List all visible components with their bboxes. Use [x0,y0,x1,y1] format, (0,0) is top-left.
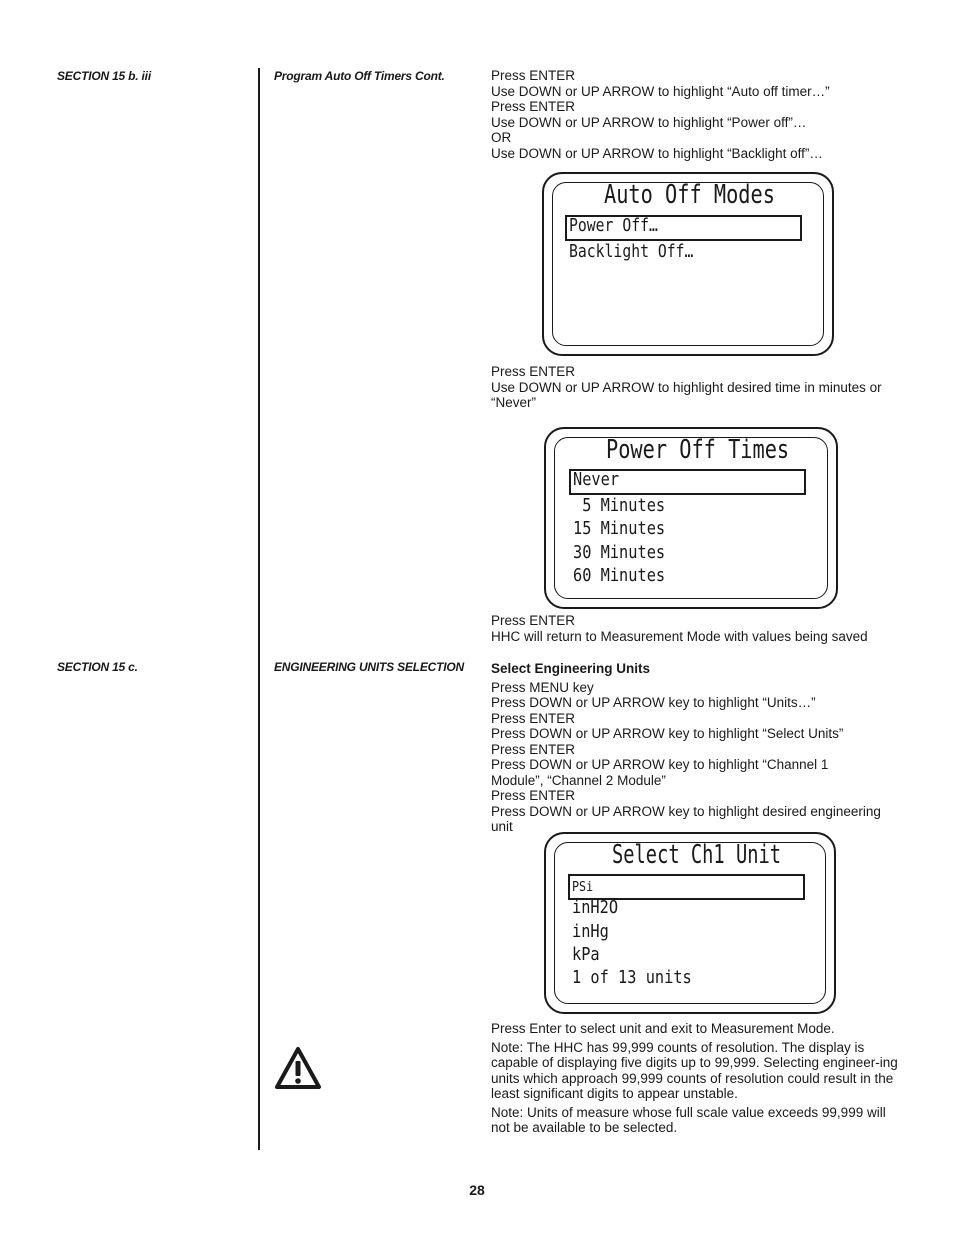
lcd-item-power-off: Power Off… [569,215,658,236]
section-label-15b-iii: SECTION 15 b. iii [57,69,151,83]
instruction-line: Press DOWN or UP ARROW key to highlight desired engineering unit [491,803,881,834]
page-number: 28 [469,1182,485,1198]
instruction-line: Press ENTER [491,741,576,757]
instruction-line: Press ENTER [491,613,576,628]
instruction-line: Press DOWN or UP ARROW key to highlight “Select Units” [491,726,844,741]
lcd-item: 15 Minutes [573,518,666,539]
lcd-select-ch1-unit [544,832,836,1014]
lcd-item: kPa [572,944,600,965]
lcd-auto-off-modes [542,172,834,356]
column-divider [258,68,260,1150]
instructions-block-2 [491,364,906,411]
instructions-block-5 [491,1021,901,1136]
lcd-item: inH2O [572,897,619,918]
lcd-item-backlight-off: Backlight Off… [569,241,694,262]
section-title-engineering-units: ENGINEERING UNITS SELECTION [274,660,464,674]
section-title-auto-off-timers: Program Auto Off Timers Cont. [274,69,445,83]
instructions-block-1 [491,68,911,161]
instruction-line: HHC will return to Measurement Mode with values being saved [491,628,868,644]
instruction-line: OR [491,130,512,145]
lcd-title: Select Ch1 Unit [612,840,782,870]
note-paragraph: Note: Units of measure whose full scale value exceeds 99,999 will not be available to be selected. [491,1104,886,1135]
instruction-line: Use DOWN or UP ARROW to highlight “Auto off timer…” [491,83,830,99]
instruction-line: Press ENTER [491,364,576,379]
note-paragraph: Note: The HHC has 99,999 counts of resolution. The display is capable of displaying five digits up to 99,999. Selecting engineer-ing units which approach 99,999 counts of resolution could result in the least significant digits to appear unstable. [491,1039,898,1101]
lcd-item: 30 Minutes [573,542,666,563]
lcd-item: Never [573,469,620,490]
warning-triangle-icon [274,1046,322,1090]
lcd-item: PSi [572,880,594,895]
instruction-line: Press ENTER [491,788,576,803]
instruction-line: Use DOWN or UP ARROW to highlight desired time in minutes or “Never” [491,379,882,410]
instruction-line: Press DOWN or UP ARROW key to highlight “Channel 1 Module”, “Channel 2 Module” [491,757,829,788]
instructions-block-4 [491,661,903,835]
instruction-line: Press ENTER [491,68,576,83]
lcd-title: Power Off Times [606,435,790,465]
lcd-power-off-times [544,427,838,609]
instruction-line: Use DOWN or UP ARROW to highlight “Power off”… [491,114,807,130]
instruction-line: Press DOWN or UP ARROW key to highlight “Units…” [491,695,816,710]
lcd-item: inHg [572,921,609,942]
instructions-block-3 [491,613,911,644]
lcd-item: 60 Minutes [573,565,666,586]
lcd-item: 5 Minutes [573,495,666,516]
instruction-line: Press ENTER [491,99,576,114]
instruction-line: Use DOWN or UP ARROW to highlight “Backlight off”… [491,145,823,161]
instruction-line: Press ENTER [491,710,576,726]
section-label-15c: SECTION 15 c. [57,660,138,674]
instruction-paragraph: Press Enter to select unit and exit to Measurement Mode. [491,1021,835,1036]
subheading: Select Engineering Units [491,661,651,676]
lcd-title: Auto Off Modes [604,180,775,210]
instruction-line: Press MENU key [491,679,594,695]
lcd-item: 1 of 13 units [572,967,692,988]
